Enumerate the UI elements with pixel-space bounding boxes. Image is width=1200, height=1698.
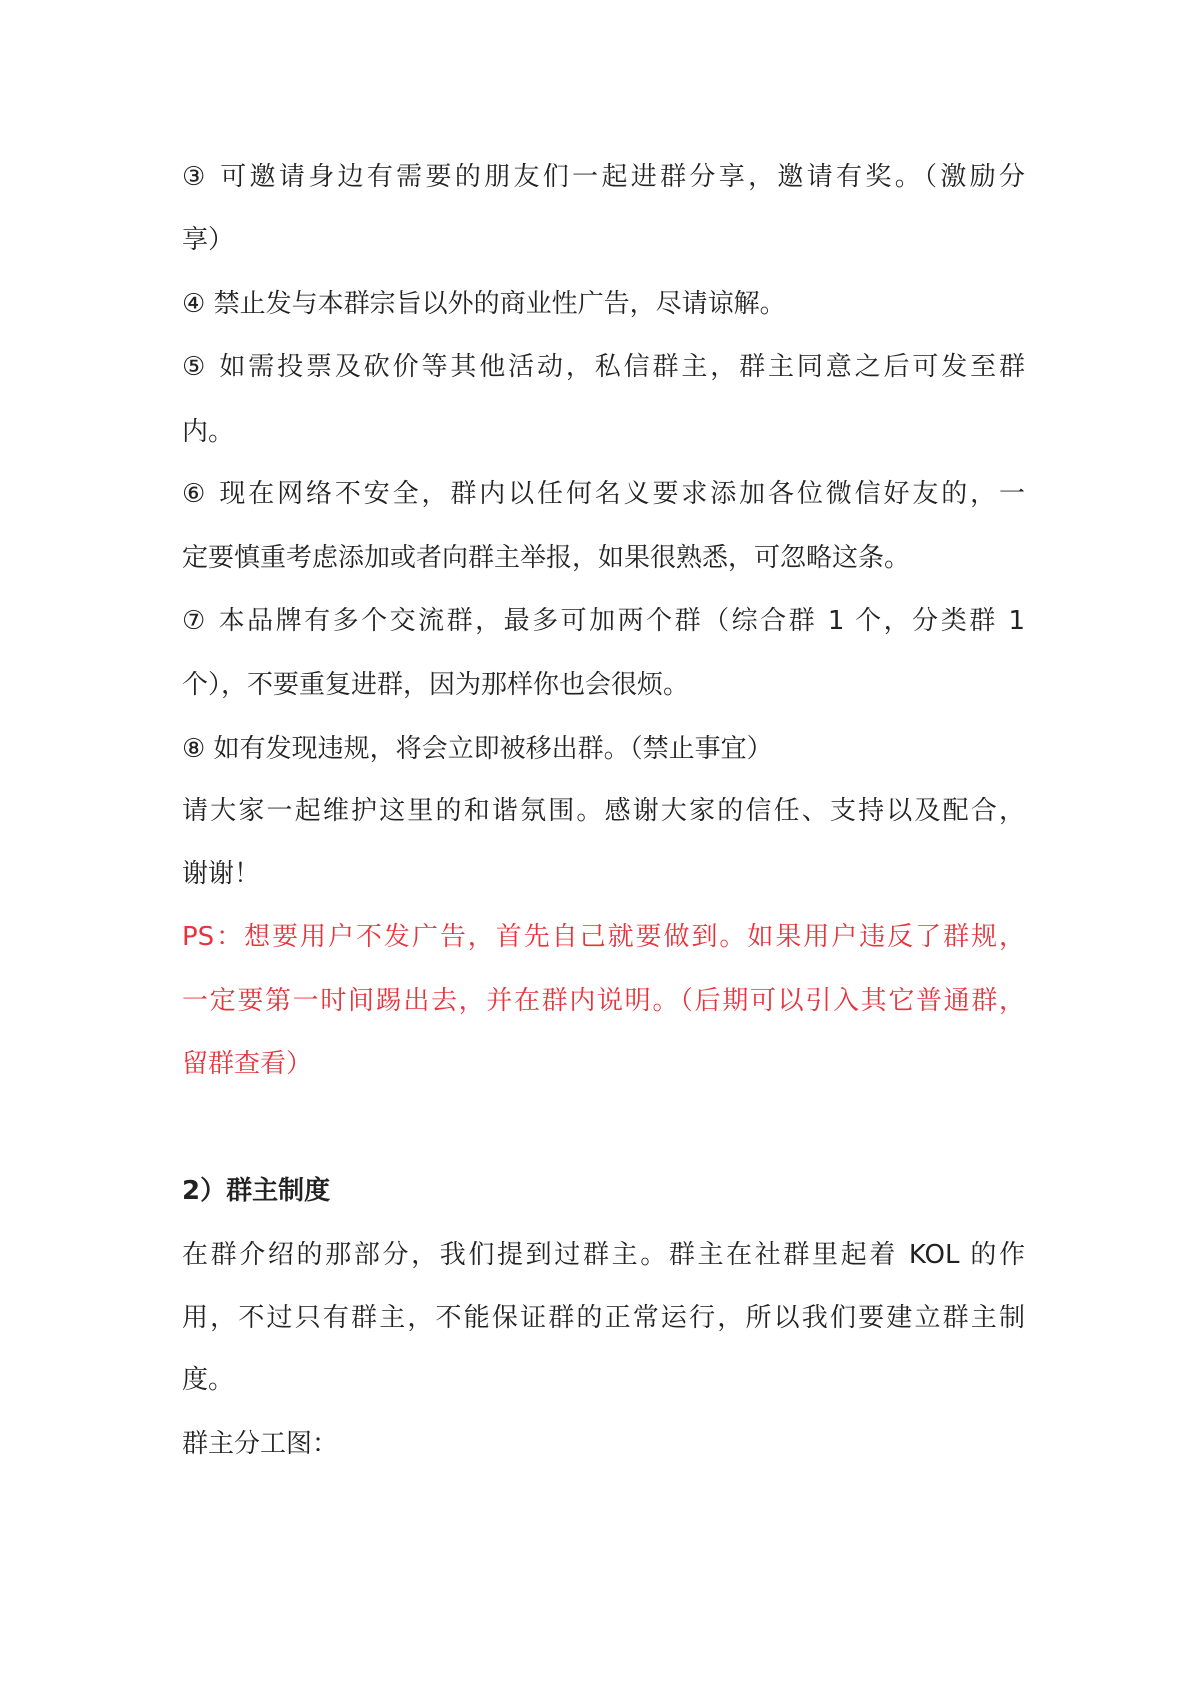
rule-5-line1: ⑤ 如需投票及砍价等其他活动，私信群主，群主同意之后可发至群: [182, 352, 1025, 382]
rule-3-line1: ③ 可邀请身边有需要的朋友们一起进群分享，邀请有奖。（激励分: [182, 162, 1025, 192]
ps-line1: PS：想要用户不发广告，首先自己就要做到。如果用户违反了群规，: [182, 922, 1025, 952]
section-heading: 2）群主制度: [182, 1176, 331, 1206]
section-para-line1: 在群介绍的那部分，我们提到过群主。群主在社群里起着 KOL 的作: [182, 1240, 1025, 1270]
section-para-line2: 用，不过只有群主，不能保证群的正常运行，所以我们要建立群主制: [182, 1303, 1025, 1333]
closing-line2: 谢谢！: [182, 859, 261, 889]
ps-line3: 留群查看）: [182, 1049, 313, 1079]
rule-4: ④ 禁止发与本群宗旨以外的商业性广告，尽请谅解。: [182, 289, 786, 319]
ps-line2: 一定要第一时间踢出去，并在群内说明。（后期可以引入其它普通群，: [182, 986, 1025, 1016]
diagram-label: 群主分工图：: [182, 1429, 339, 1459]
rule-6-line2: 定要慎重考虑添加或者向群主举报，如果很熟悉，可忽略这条。: [182, 543, 911, 573]
rule-6-line1: ⑥ 现在网络不安全，群内以任何名义要求添加各位微信好友的，一: [182, 479, 1025, 509]
rule-7-line1: ⑦ 本品牌有多个交流群，最多可加两个群（综合群 1 个，分类群 1: [182, 606, 1025, 636]
section-para-line3: 度。: [182, 1365, 235, 1395]
rule-3-line2: 享）: [182, 225, 235, 255]
rule-7-line2: 个），不要重复进群，因为那样你也会很烦。: [182, 670, 690, 700]
closing-line1: 请大家一起维护这里的和谐氛围。感谢大家的信任、支持以及配合，: [182, 796, 1025, 826]
rule-8: ⑧ 如有发现违规，将会立即被移出群。（禁止事宜）: [182, 734, 773, 764]
rule-5-line2: 内。: [182, 417, 235, 447]
